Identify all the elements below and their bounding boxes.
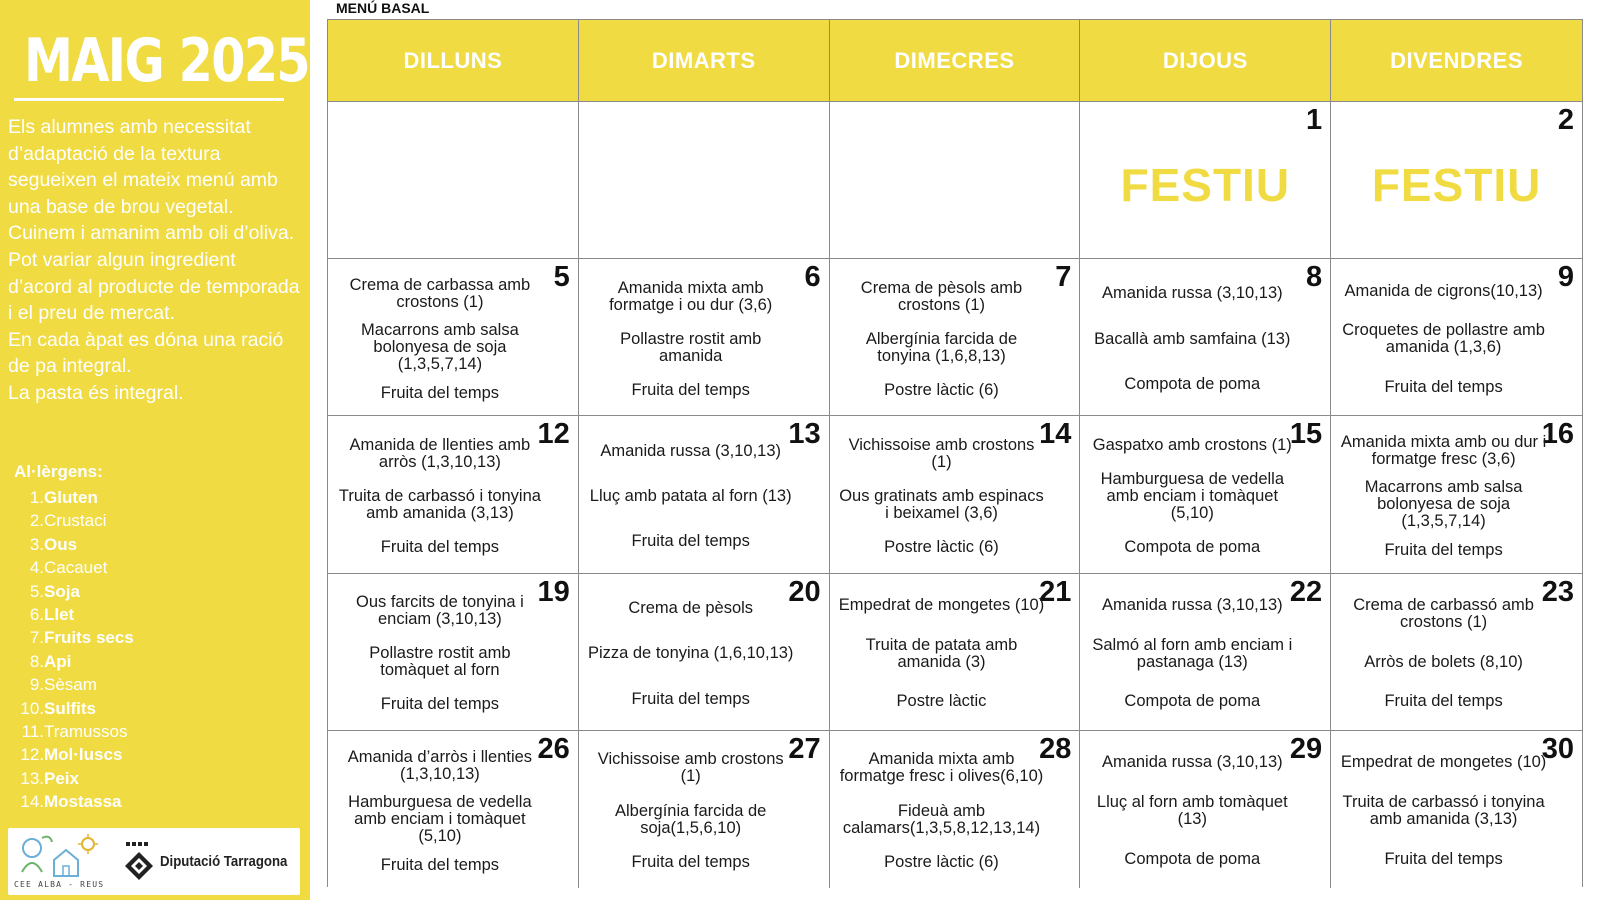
allergen-number: 2. <box>29 511 44 531</box>
dish-list <box>336 428 544 564</box>
menu-calendar <box>327 19 1583 887</box>
day-number: 21 <box>1039 575 1072 608</box>
dish-item: Amanida mixta amb formatge i ou dur (3,6) <box>609 278 773 314</box>
dish-list <box>838 743 1046 880</box>
dish-item: Amanida d’arròs i llenties (1,3,10,13) <box>347 747 533 783</box>
dish-list <box>336 743 544 880</box>
day-number: 30 <box>1541 732 1574 765</box>
dish-item: Fruita del temps <box>1384 540 1503 559</box>
day-number: 20 <box>788 575 821 608</box>
dish-item: Fruita del temps <box>380 695 500 714</box>
day-cell <box>1331 574 1582 731</box>
dish-item: Postre làctic (6) <box>884 380 999 399</box>
intro-paragraph: La pasta és integral. <box>8 381 184 404</box>
allergen-number: 10. <box>20 698 44 718</box>
allergen-name: Fruits secs <box>44 628 134 648</box>
dish-item: Hamburguesa de vedella amb enciam i tomàquet (5,10) <box>348 793 532 846</box>
day-number: 2 <box>1557 104 1574 136</box>
dish-list <box>838 586 1046 722</box>
allergen-name: Cacauet <box>44 558 108 578</box>
day-cell <box>328 731 579 888</box>
dish-item: Vichissoise amb crostons (1) <box>848 435 1035 471</box>
day-number: 8 <box>1306 261 1323 294</box>
dish-item: Amanida mixta amb formatge fresc i olives(6,10) <box>839 750 1044 786</box>
allergen-item <box>14 743 134 766</box>
day-cell <box>1331 731 1582 888</box>
dish-item: Lluç amb patata al forn (13) <box>589 486 792 505</box>
day-number: 13 <box>788 418 821 451</box>
day-cell <box>830 731 1081 888</box>
day-cell <box>1080 731 1331 888</box>
dish-item: Fruita del temps <box>631 689 750 708</box>
logos-panel <box>8 828 300 895</box>
dish-list <box>1339 271 1548 407</box>
day-cell <box>579 416 830 573</box>
school-caption: CEE ALBA - REUS <box>14 880 105 889</box>
allergen-number: 9. <box>29 675 44 695</box>
allergen-item <box>14 697 134 720</box>
day-number: 9 <box>1557 261 1574 294</box>
dish-item: Compota de poma <box>1124 850 1261 869</box>
dish-item: Crema de pèsols amb crostons (1) <box>860 278 1023 314</box>
allergen-number: 4. <box>29 558 44 578</box>
allergen-number: 5. <box>29 581 44 601</box>
dish-item: Fruita del temps <box>631 380 750 399</box>
dish-item: Amanida de cigrons(10,13) <box>1344 281 1543 300</box>
dish-item: Vichissoise amb crostons (1) <box>597 750 784 786</box>
day-number: 26 <box>537 732 570 765</box>
allergen-name: Mol·luscs <box>44 745 123 765</box>
dish-item: Fruita del temps <box>631 532 750 551</box>
dish-item: Empedrat de mongetes (10) <box>838 595 1045 614</box>
day-number: 23 <box>1541 575 1574 608</box>
dish-item: Pizza de tonyina (1,6,10,13) <box>587 644 794 663</box>
allergen-name: Crustaci <box>44 511 107 531</box>
dish-item: Albergínia farcida de soja(1,5,6,10) <box>615 801 767 837</box>
allergen-item <box>14 509 134 532</box>
allergen-item <box>14 720 134 743</box>
dish-item: Fruita del temps <box>631 853 750 872</box>
allergen-item <box>14 580 134 603</box>
allergen-name: Peix <box>44 768 79 788</box>
dish-item: Truita de carbassó i tonyina amb amanida (3,13) <box>338 486 541 522</box>
dish-item: Amanida russa (3,10,13) <box>1101 284 1283 303</box>
dish-item: Truita de patata amb amanida (3) <box>865 635 1018 671</box>
allergens-title: Al·lèrgens: <box>14 462 103 481</box>
allergen-name: Ous <box>44 534 78 554</box>
allergen-number: 12. <box>20 745 44 765</box>
day-number: 27 <box>788 732 821 765</box>
day-cell <box>579 259 830 416</box>
dish-item: Hamburguesa de vedella amb enciam i tomàquet (5,10) <box>1100 469 1285 522</box>
day-number: 6 <box>804 261 821 294</box>
day-cell <box>579 574 830 731</box>
day-cell <box>1331 259 1582 416</box>
dish-item: Amanida mixta amb ou dur i formatge fresc (3,6) <box>1340 433 1547 469</box>
day-number: 22 <box>1289 575 1323 608</box>
dish-item: Crema de pèsols <box>628 598 754 617</box>
dish-item: Truita de carbassó i tonyina amb amanida (3,13) <box>1342 793 1545 829</box>
dish-item: Fruita del temps <box>380 383 500 402</box>
dish-item: Fruita del temps <box>1384 377 1503 396</box>
day-number: 14 <box>1039 418 1072 451</box>
day-number: 16 <box>1541 418 1574 451</box>
day-header-tuesday: DIMARTS <box>579 20 830 102</box>
holiday-label: FESTIU <box>1371 159 1542 211</box>
month-title: MAIG 2025 <box>24 26 310 96</box>
dish-list <box>1339 743 1548 880</box>
dish-item: Compota de poma <box>1124 692 1261 711</box>
dish-item: Arròs de bolets (8,10) <box>1364 652 1523 671</box>
day-cell <box>1080 259 1331 416</box>
allergen-name: Mostassa <box>44 792 122 812</box>
dish-item: Fruita del temps <box>1384 692 1503 711</box>
day-cell <box>328 102 579 259</box>
day-cell <box>1080 102 1331 259</box>
dish-list <box>1088 743 1296 880</box>
allergen-list <box>14 486 134 813</box>
dish-item: Pollastre rostit amb tomàquet al forn <box>369 644 511 680</box>
dish-item: Croquetes de pollastre amb amanida (1,3,6) <box>1342 321 1545 357</box>
day-number: 19 <box>537 575 570 608</box>
day-cell <box>579 102 830 259</box>
dish-list <box>838 428 1046 564</box>
menu-label: MENÚ BASAL <box>336 0 430 16</box>
dish-item: Gaspatxo amb crostons (1) <box>1092 435 1292 454</box>
dish-list <box>336 586 544 722</box>
allergen-item <box>14 790 134 813</box>
allergen-number: 8. <box>29 651 44 671</box>
allergen-name: Gluten <box>44 488 98 507</box>
holiday-label: FESTIU <box>1120 159 1291 211</box>
day-cell <box>328 574 579 731</box>
allergen-name: Api <box>44 651 72 671</box>
day-cell <box>830 259 1081 416</box>
dish-item: Compota de poma <box>1124 538 1261 557</box>
day-header-thursday: DIJOUS <box>1080 20 1331 102</box>
dish-item: Fruita del temps <box>380 538 500 557</box>
day-cell <box>830 574 1081 731</box>
day-number: 7 <box>1055 261 1072 294</box>
institution-name: Diputació Tarragona <box>160 853 288 870</box>
allergen-number: 14. <box>20 792 44 812</box>
dish-item: Ous gratinats amb espinacs i beixamel (3,6) <box>839 486 1044 522</box>
allergen-number: 11. <box>21 721 44 741</box>
day-number: 12 <box>537 418 570 451</box>
allergen-number: 7. <box>29 628 44 648</box>
dish-item: Postre làctic <box>896 692 987 711</box>
school-logo-icon <box>14 832 100 880</box>
dish-list <box>1088 271 1296 407</box>
title-divider <box>14 98 284 101</box>
dish-item: Albergínia farcida de tonyina (1,6,8,13) <box>865 329 1018 365</box>
dish-list <box>1339 586 1548 722</box>
day-cell <box>1080 416 1331 573</box>
day-number: 29 <box>1289 732 1323 765</box>
dish-item: Bacallà amb samfaina (13) <box>1094 329 1291 348</box>
allergen-name: Tramussos <box>44 721 128 741</box>
allergen-item <box>14 767 134 790</box>
dish-item: Crema de carbassa amb crostons (1) <box>349 275 531 311</box>
dish-item: Amanida russa (3,10,13) <box>600 441 782 460</box>
allergen-item <box>14 650 134 673</box>
intro-paragraph: Pot variar algun ingredient d’acord al producte de temporada i el preu de mercat. <box>8 248 300 325</box>
day-number: 1 <box>1306 104 1323 136</box>
day-number: 28 <box>1039 732 1072 765</box>
day-cell <box>830 416 1081 573</box>
day-cell <box>328 416 579 573</box>
day-header-wednesday: DIMECRES <box>830 20 1081 102</box>
allergen-item <box>14 673 134 696</box>
dish-item: Macarrons amb salsa bolonyesa de soja (1,3,5,7,14) <box>1364 478 1523 531</box>
dish-item: Compota de poma <box>1124 375 1261 394</box>
intro-paragraph: En cada àpat es dóna una ració de pa integral. <box>8 328 284 378</box>
allergen-number: 13. <box>20 768 44 788</box>
dish-item: Amanida russa (3,10,13) <box>1101 753 1283 772</box>
dish-list <box>1339 428 1548 564</box>
dish-item: Crema de carbassó amb crostons (1) <box>1353 595 1534 631</box>
day-cell <box>328 259 579 416</box>
dish-item: Pollastre rostit amb amanida <box>620 329 762 365</box>
day-number: 5 <box>553 261 570 294</box>
day-cell <box>579 731 830 888</box>
day-cell <box>1331 416 1582 573</box>
dish-item: Postre làctic (6) <box>884 538 999 557</box>
dish-list <box>587 271 795 407</box>
diputacio-shield-icon <box>122 838 156 888</box>
allergen-item <box>14 486 134 509</box>
allergen-item <box>14 533 134 556</box>
allergen-name: Sèsam <box>44 675 97 695</box>
dish-list <box>1088 586 1296 722</box>
dish-item: Macarrons amb salsa bolonyesa de soja (1,3,5,7,14) <box>361 321 519 374</box>
dish-list <box>587 428 795 564</box>
intro-text <box>8 114 304 407</box>
allergen-item <box>14 626 134 649</box>
allergen-name: Llet <box>44 604 75 624</box>
dish-list <box>838 271 1046 407</box>
allergen-name: Soja <box>44 581 80 601</box>
dish-item: Lluç al forn amb tomàquet (13) <box>1096 793 1288 829</box>
intro-paragraph: Els alumnes amb necessitat d’adaptació de la textura segueixen el mateix menú amb una base de brou vegetal. Cuinem i amanim amb oli d’oliva. <box>8 116 295 245</box>
dish-item: Amanida russa (3,10,13) <box>1101 595 1283 614</box>
allergen-number: 3. <box>29 534 44 554</box>
dish-item: Amanida de llenties amb arròs (1,3,10,13) <box>349 435 531 471</box>
dish-item: Fideuà amb calamars(1,3,5,8,12,13,14) <box>842 801 1041 837</box>
dish-item: Fruita del temps <box>380 856 500 875</box>
allergen-name: Sulfits <box>44 698 96 718</box>
dish-item: Salmó al forn amb enciam i pastanaga (13) <box>1092 635 1293 671</box>
dish-item: Postre làctic (6) <box>884 853 999 872</box>
allergen-number: 1. <box>29 488 44 507</box>
allergen-item <box>14 556 134 579</box>
day-cell <box>830 102 1081 259</box>
dish-item: Empedrat de mongetes (10) <box>1340 753 1547 772</box>
dish-list <box>587 743 795 880</box>
dish-list <box>336 271 544 407</box>
day-number: 15 <box>1289 418 1323 451</box>
allergen-number: 6. <box>29 604 44 624</box>
sidebar <box>0 0 310 900</box>
dish-item: Ous farcits de tonyina i enciam (3,10,13) <box>355 593 524 629</box>
day-header-friday: DIVENDRES <box>1331 20 1582 102</box>
dish-list <box>587 586 795 722</box>
allergen-item <box>14 603 134 626</box>
day-cell <box>1331 102 1582 259</box>
dish-list <box>1088 428 1296 564</box>
dish-item: Fruita del temps <box>1384 850 1503 869</box>
day-cell <box>1080 574 1331 731</box>
day-header-monday: DILLUNS <box>328 20 579 102</box>
